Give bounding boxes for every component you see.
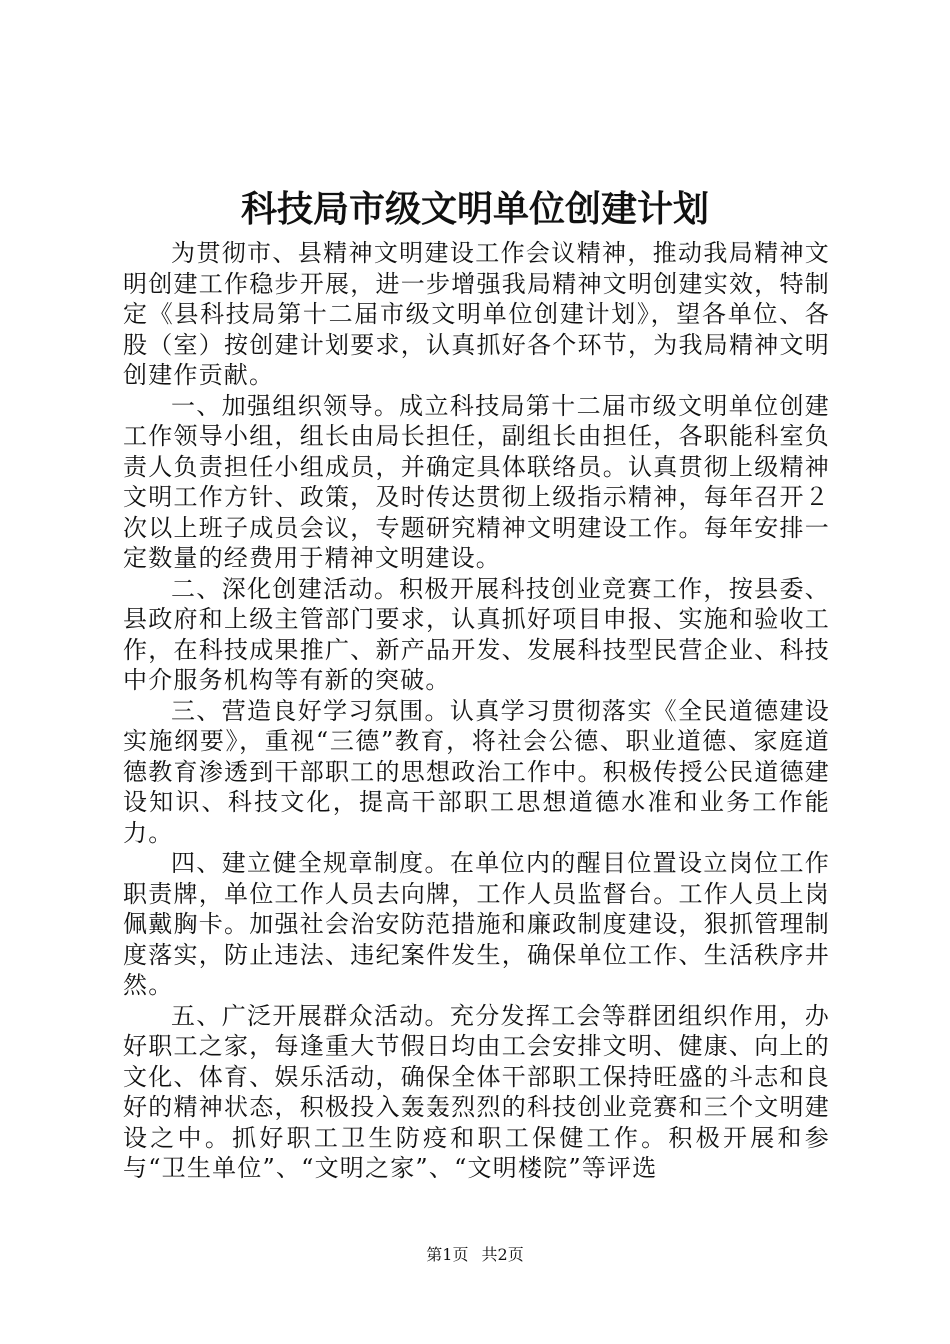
page-footer	[0, 1243, 950, 1267]
page-number: 第1页	[426, 1245, 469, 1264]
paragraph-section-4: 四、建立健全规章制度。在单位内的醒目位置设立岗位工作职责牌，单位工作人员去向牌，工作人员监督台。工作人员上岗佩戴胸卡。加强社会治安防范措施和廉政制度建设，狠抓管理制度落实，防止违法、违纪案件发生，确保单位工作、生活秩序井然。	[123, 849, 830, 999]
paragraph-section-2: 二、深化创建活动。积极开展科技创业竞赛工作，按县委、县政府和上级主管部门要求，认真抓好项目申报、实施和验收工作，在科技成果推广、新产品开发、发展科技型民营企业、科技中介服务机构等有新的突破。	[123, 574, 830, 694]
paragraph-section-5: 五、广泛开展群众活动。充分发挥工会等群团组织作用，办好职工之家，每逢重大节假日均由工会安排文明、健康、向上的文化、体育、娱乐活动，确保全体干部职工保持旺盛的斗志和良好的精神状态，积极投入轰轰烈烈的科技创业竞赛和三个文明建设之中。抓好职工卫生防疫和职工保健工作。积极开展和参与“卫生单位”、“文明之家”、“文明楼院”等评选	[123, 1001, 830, 1182]
document-title: 科技局市级文明单位创建计划	[240, 188, 709, 230]
page-total: 共2页	[481, 1245, 524, 1264]
paragraph-section-1: 一、加强组织领导。成立科技局第十二届市级文明单位创建工作领导小组，组长由局长担任，副组长由担任，各职能科室负责人负责担任小组成员，并确定具体联络员。认真贯彻上级精神文明工作方针、政策，及时传达贯彻上级指示精神，每年召开２次以上班子成员会议，专题研究精神文明建设工作。每年安排一定数量的经费用于精神文明建设。	[123, 391, 830, 572]
paragraph-intro: 为贯彻市、县精神文明建设工作会议精神，推动我局精神文明创建工作稳步开展，进一步增强我局精神文明创建实效，特制定《县科技局第十二届市级文明单位创建计划》，望各单位、各股（室）按创建计划要求，认真抓好各个环节，为我局精神文明创建作贡献。	[123, 239, 830, 389]
paragraph-section-3: 三、营造良好学习氛围。认真学习贯彻落实《全民道德建设实施纲要》，重视“三德”教育，将社会公德、职业道德、家庭道德教育渗透到干部职工的思想政治工作中。积极传授公民道德建设知识、科技文化，提高干部职工思想道德水准和业务工作能力。	[123, 696, 830, 847]
document-body	[123, 238, 830, 1184]
